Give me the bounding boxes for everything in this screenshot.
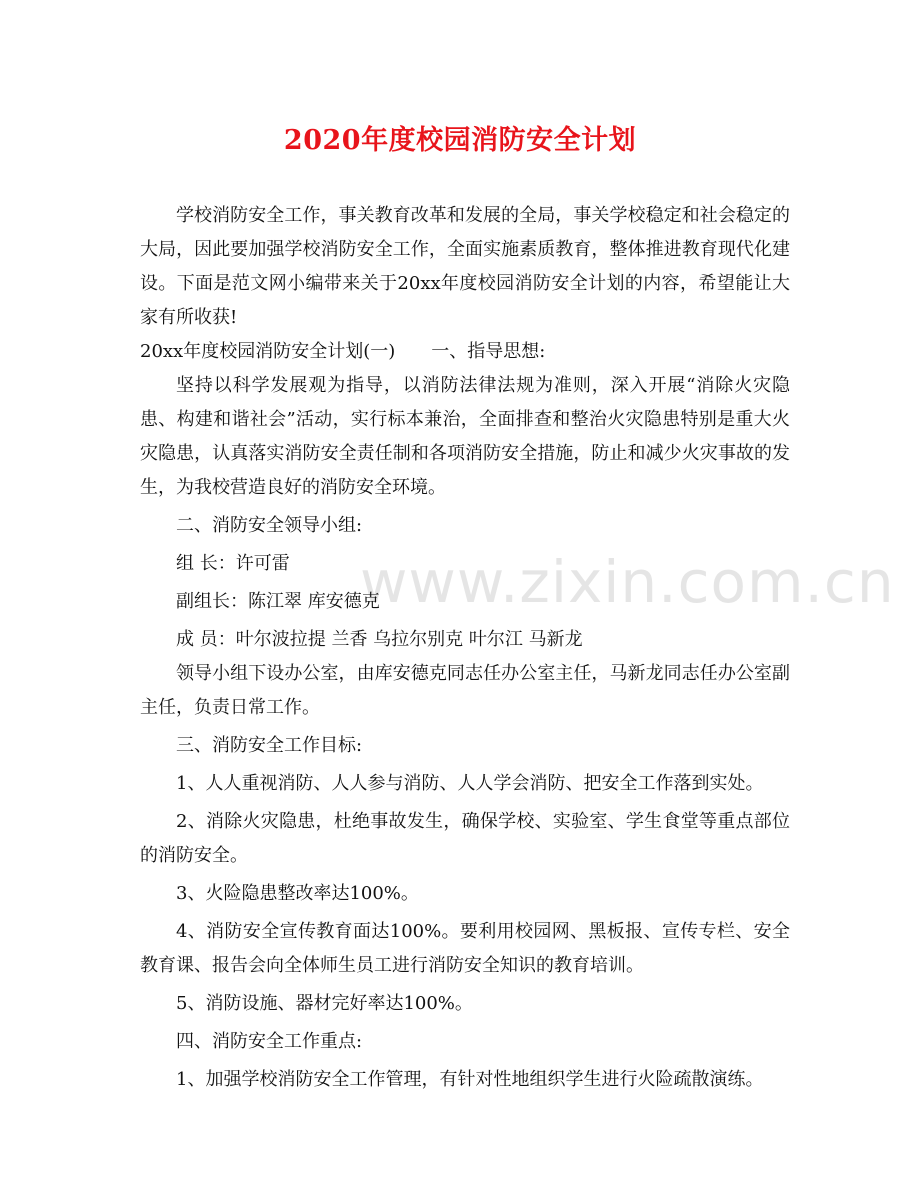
document-title: 2020年度校园消防安全计划 (283, 125, 637, 156)
goal-item-2: 2、消除火灾隐患，杜绝事故发生，确保学校、实验室、学生食堂等重点部位的消防安全。 (140, 811, 790, 866)
focus-item-1: 1、加强学校消防安全工作管理，有针对性地组织学生进行火险疏散演练。 (176, 1069, 764, 1090)
section-heading-plan-one: 20xx年度校园消防安全计划(一) 一、指导思想: (140, 341, 546, 362)
intro-paragraph: 学校消防安全工作，事关教育改革和发展的全局，事关学校稳定和社会稳定的大局，因此要加强学校消防安全工作，全面实施素质教育，整体推进教育现代化建设。下面是范文网小编带来关于20xx年度校园消防安全计划的内容，希望能让大家有所收获! (140, 205, 790, 328)
document-body (140, 199, 790, 1097)
goal-item-4: 4、消防安全宣传教育面达100%。要利用校园网、黑板报、宣传专栏、安全教育课、报告会向全体师生员工进行消防安全知识的教育培训。 (140, 921, 790, 976)
office-paragraph: 领导小组下设办公室，由库安德克同志任办公室主任，马新龙同志任办公室副主任，负责日常工作。 (140, 663, 790, 718)
goal-item-3: 3、火险隐患整改率达100%。 (176, 883, 419, 904)
goal-item-1: 1、人人重视消防、人人参与消防、人人学会消防、把安全工作落到实处。 (176, 773, 764, 794)
watermark: www.zixin.com.cn (360, 548, 895, 616)
leader-line: 组 长：许可雷 (176, 553, 290, 574)
section-heading-leadership: 二、消防安全领导小组: (176, 515, 363, 536)
section-heading-focus: 四、消防安全工作重点: (176, 1031, 363, 1052)
guiding-ideology-paragraph: 坚持以科学发展观为指导，以消防法律法规为准则，深入开展“消除火灾隐患、构建和谐社会”活动，实行标本兼治，全面排查和整治火灾隐患特别是重大火灾隐患，认真落实消防安全责任制和各项消防安全措施，防止和减少火灾事故的发生，为我校营造良好的消防安全环境。 (140, 375, 790, 498)
section-heading-goals: 三、消防安全工作目标: (176, 735, 363, 756)
deputy-leader-line: 副组长：陈江翠 库安德克 (176, 591, 380, 612)
goal-item-5: 5、消防设施、器材完好率达100%。 (176, 993, 473, 1014)
members-line: 成 员：叶尔波拉提 兰香 乌拉尔别克 叶尔江 马新龙 (176, 629, 583, 650)
